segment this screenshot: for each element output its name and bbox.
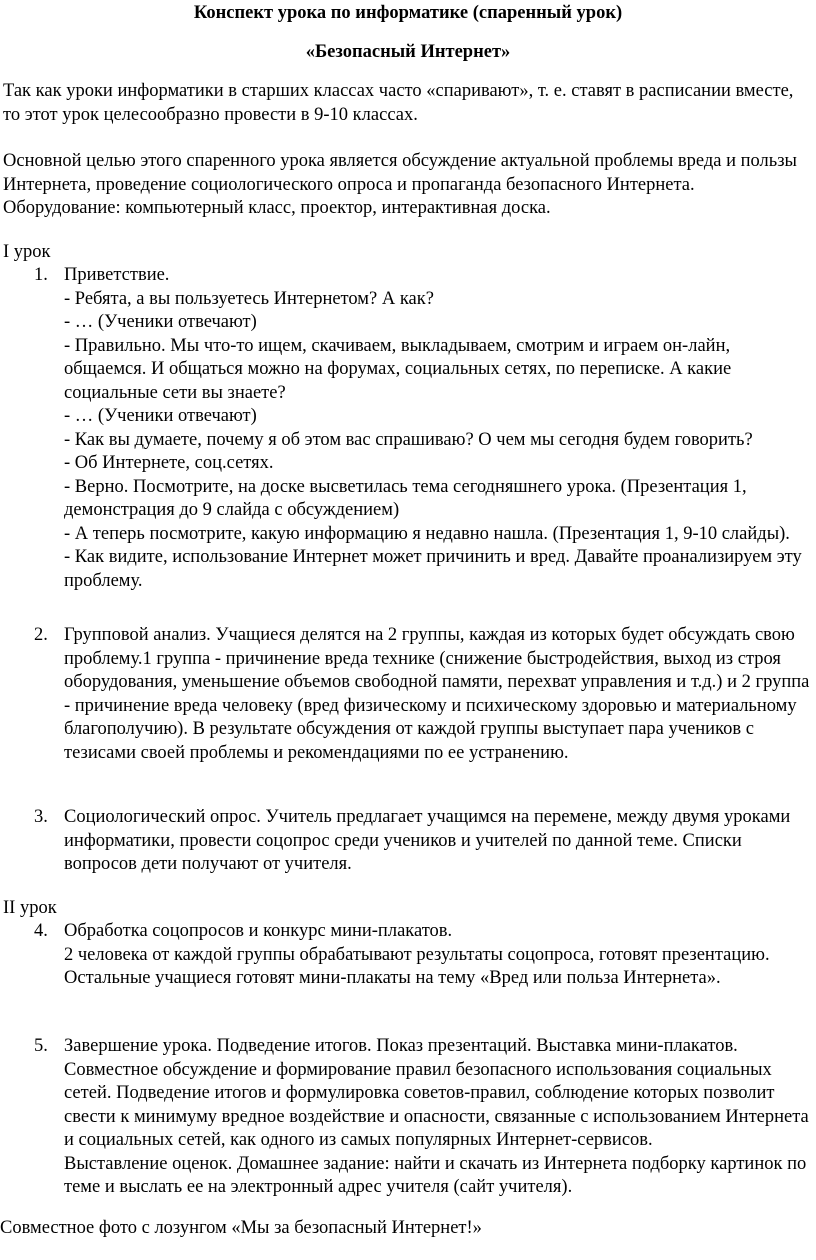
- list-item-body: [64, 624, 812, 765]
- item-title: Приветствие.: [64, 265, 170, 285]
- closing-line: Совместное фото с лозунгом «Мы за безопасный Интернет!»: [0, 1218, 482, 1238]
- lesson2-heading: II урок: [3, 898, 57, 918]
- item-title: Завершение урока. Подведение итогов. Показ презентаций. Выставка мини-плакатов.: [64, 1036, 738, 1056]
- list-item-body: [64, 1035, 812, 1200]
- grading-text: Выставление оценок. Домашнее задание: найти и скачать из Интернета подборку картинок по теме и выслать ее на электронный адрес учителя (сайт учителя).: [64, 1153, 807, 1197]
- item-text: Групповой анализ. Учащиеся делятся на 2 группы, каждая из которых будет обсуждать свою проблему.1 группа - причинение вреда технике (снижение быстродействия, выход из строя оборудования, уменьшение объемов свободной памяти, перехват управления и т.д.) и 2 группа - причинение вреда человеку (вред физическому и психическому здоровью и материальному благополучию). В результате обсуждения от каждой группы выступает пара учеников с тезисами своей проблемы и рекомендациями по ее устранению.: [64, 625, 810, 763]
- list-item-body: [64, 264, 812, 593]
- equipment-text: Оборудование: компьютерный класс, проектор, интерактивная доска.: [3, 198, 551, 218]
- goal-text: Основной целью этого спаренного урока является обсуждение актуальной проблемы вреда и пользы Интернета, проведение социологического опроса и пропаганда безопасного Интернета.: [3, 151, 797, 195]
- intro-text: Так как уроки информатики в старших классах часто «спаривают», т. е. ставят в расписании вместе, то этот урок целесообразно провести в 9-10 классах.: [3, 81, 794, 125]
- document-subtitle: «Безопасный Интернет»: [305, 42, 511, 62]
- list-item-body: [64, 806, 812, 877]
- dialog-line: - Как вы думаете, почему я об этом вас спрашиваю? О чем мы сегодня будем говорить?: [64, 429, 753, 450]
- item-title: Обработка соцопросов и конкурс мини-плакатов.: [64, 921, 453, 941]
- list-number: 1.: [34, 265, 48, 285]
- dialog-line: - Верно. Посмотрите, на доске высветилась тема сегодняшнего урока. (Презентация 1, демонстрация до 9 слайда с обсуждением): [64, 476, 747, 520]
- item-text: Совместное обсуждение и формирование правил безопасного использования социальных сетей. Подведение итогов и формулировка советов-правил, соблюдение которых позволит свести к минимуму вредное воздействие и опасности, связанные с использованием Интернета и социальных сетей, как одного из самых популярных Интернет-сервисов.: [64, 1059, 809, 1150]
- dialog-line: - Ребята, а вы пользуетесь Интернетом? А как?: [64, 288, 434, 309]
- document-title: Конспект урока по информатике (спаренный урок): [193, 3, 623, 23]
- intro-paragraph: [3, 80, 809, 127]
- dialog-line: - Как видите, использование Интернет может причинить и вред. Давайте проанализируем эту проблему.: [64, 547, 802, 591]
- dialog-line: - Об Интернете, соц.сетях.: [64, 453, 274, 473]
- list-number: 5.: [34, 1036, 48, 1056]
- lesson1-heading: I урок: [3, 242, 51, 262]
- dialog-line: - … (Ученики отвечают): [64, 312, 257, 332]
- list-number: 4.: [34, 921, 48, 941]
- dialog-line: - А теперь посмотрите, какую информацию я недавно нашла. (Презентация 1, 9-10 слайды).: [64, 523, 790, 544]
- list-number: 2.: [34, 625, 48, 645]
- item-text: 2 человека от каждой группы обрабатывают результаты соцопроса, готовят презентацию. Остальные учащиеся готовят мини-плакаты на тему «Вред или польза Интернета».: [64, 944, 770, 988]
- goal-paragraph: [3, 150, 809, 221]
- dialog-line: - Правильно. Мы что-то ищем, скачиваем, выкладываем, смотрим и играем он-лайн, общаемся. И общаться можно на форумах, социальных сетях, по переписке. А какие социальные сети вы знаете?: [64, 335, 732, 403]
- item-text: Социологический опрос. Учитель предлагает учащимся на перемене, между двумя уроками информатики, провести соцопрос среди учеников и учителей по данной теме. Списки вопросов дети получают от учителя.: [64, 807, 791, 874]
- list-item-body: [64, 920, 812, 991]
- list-number: 3.: [34, 807, 48, 827]
- dialog-line: - … (Ученики отвечают): [64, 406, 257, 426]
